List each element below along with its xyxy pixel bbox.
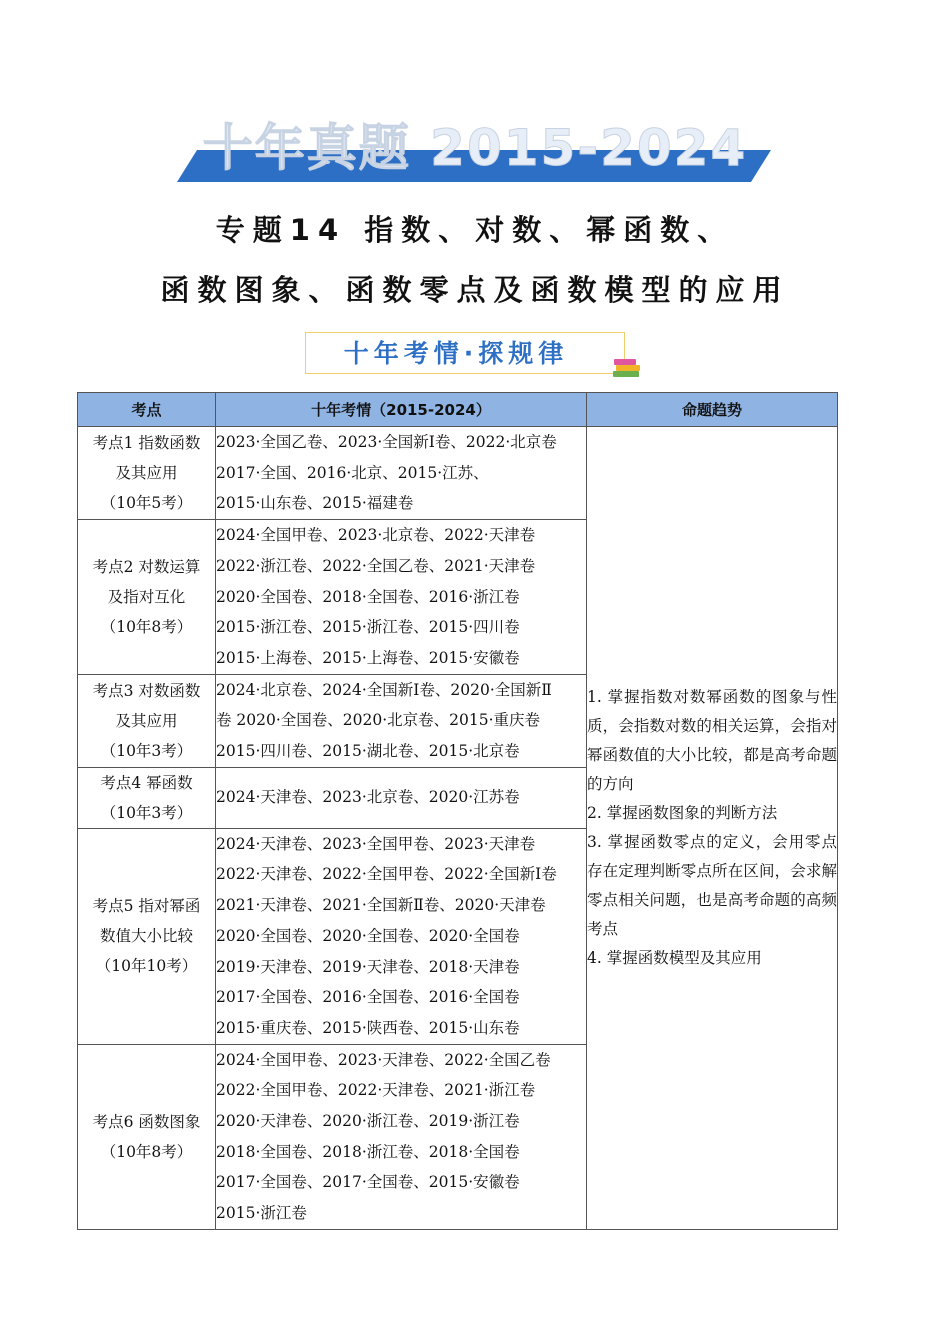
history-line: 2018·全国卷、2018·浙江卷、2018·全国卷 [216, 1142, 520, 1161]
history-line: 2022·天津卷、2022·全国甲卷、2022·全国新Ⅰ卷 [216, 865, 557, 884]
topic-title-line-2: 函数图象、函数零点及函数模型的应用 [160, 273, 790, 307]
history-line: 卷 2020·全国卷、2020·北京卷、2015·重庆卷 [216, 711, 541, 730]
history-line: 2015·浙江卷 [216, 1204, 307, 1223]
topic-text: 考点4 幂函数 [100, 773, 193, 792]
history-line: 2017·全国、2016·北京、2015·江苏、 [216, 463, 489, 482]
history-line: 2017·全国卷、2017·全国卷、2015·安徽卷 [216, 1173, 520, 1192]
history-line: 2015·四川卷、2015·湖北卷、2015·北京卷 [216, 742, 520, 761]
topic-text: 考点2 对数运算 [92, 557, 201, 576]
history-line: 2024·全国甲卷、2023·北京卷、2022·天津卷 [216, 526, 536, 545]
topic-text: 考点5 指对幂函 [92, 897, 201, 916]
header-topic: 考点 [78, 393, 216, 427]
history-line: 2020·全国卷、2020·全国卷、2020·全国卷 [216, 926, 520, 945]
trend-item: 2. 掌握函数图象的判断方法 [587, 803, 778, 822]
books-icon [610, 355, 644, 381]
history-line: 2015·山东卷、2015·福建卷 [216, 494, 414, 513]
topic-text: 及指对互化 [107, 587, 186, 606]
exam-table [77, 392, 838, 1230]
history-line: 2021·天津卷、2021·全国新Ⅱ卷、2020·天津卷 [216, 896, 546, 915]
topic-count: （10年8考） [100, 1142, 193, 1161]
table-header-row [78, 393, 838, 427]
history-line: 2022·浙江卷、2022·全国乙卷、2021·天津卷 [216, 556, 536, 575]
topic-cell [78, 674, 216, 767]
history-line: 2017·全国卷、2016·全国卷、2016·全国卷 [216, 988, 520, 1007]
history-line: 2022·全国甲卷、2022·天津卷、2021·浙江卷 [216, 1081, 536, 1100]
section-banner-text: 十年考情·探规律 [343, 339, 569, 368]
history-line: 2023·全国乙卷、2023·全国新Ⅰ卷、2022·北京卷 [216, 433, 557, 451]
history-line: 2024·北京卷、2024·全国新Ⅰ卷、2020·全国新Ⅱ [216, 680, 552, 699]
history-line: 2024·全国甲卷、2023·天津卷、2022·全国乙卷 [216, 1050, 551, 1069]
topic-text: 数值大小比较 [99, 927, 193, 946]
history-cell [216, 427, 587, 520]
topic-cell [78, 828, 216, 1044]
topic-text: 考点1 指数函数 [92, 434, 201, 453]
topic-text: 及其应用 [115, 711, 178, 730]
topic-text: 及其应用 [115, 464, 178, 483]
topic-cell [78, 427, 216, 520]
history-cell [216, 1044, 587, 1229]
history-cell [216, 674, 587, 767]
topic-cell [78, 520, 216, 675]
header-trend: 命题趋势 [587, 393, 838, 427]
topic-count: （10年3考） [100, 803, 193, 822]
header-history: 十年考情（2015-2024） [216, 393, 587, 427]
history-cell [216, 520, 587, 675]
history-line: 2024·天津卷、2023·北京卷、2020·江苏卷 [216, 788, 520, 807]
history-line: 2020·天津卷、2020·浙江卷、2019·浙江卷 [216, 1112, 520, 1131]
topic-cell [78, 767, 216, 828]
banner [175, 118, 775, 186]
topic-title-line-1: 专题14 指数、对数、幂函数、 [215, 213, 735, 247]
history-cell [216, 767, 587, 828]
history-line: 2024·天津卷、2023·全国甲卷、2023·天津卷 [216, 834, 536, 853]
topic-count: （10年5考） [100, 494, 193, 513]
topic-text: 考点6 函数图象 [92, 1112, 201, 1131]
history-cell [216, 828, 587, 1044]
history-line: 2015·上海卷、2015·上海卷、2015·安徽卷 [216, 648, 520, 667]
topic-text: 考点3 对数函数 [92, 681, 201, 700]
history-line: 2019·天津卷、2019·天津卷、2018·天津卷 [216, 957, 520, 976]
section-banner [305, 332, 625, 374]
history-line: 2015·浙江卷、2015·浙江卷、2015·四川卷 [216, 618, 520, 637]
topic-count: （10年10考） [95, 957, 198, 976]
trend-item: 3. 掌握函数零点的定义，会用零点存在定理判断零点所在区间，会求解零点相关问题，也是高考命题的高频考点 [587, 832, 837, 938]
banner-title: 十年真题 2015-2024 [202, 119, 748, 177]
table-row [78, 427, 838, 520]
topic-count: （10年3考） [100, 741, 193, 760]
trend-cell [587, 427, 838, 1230]
history-line: 2020·全国卷、2018·全国卷、2016·浙江卷 [216, 587, 520, 606]
topic-count: （10年8考） [100, 617, 193, 636]
history-line: 2015·重庆卷、2015·陕西卷、2015·山东卷 [216, 1018, 520, 1037]
topic-cell [78, 1044, 216, 1229]
trend-item: 1. 掌握指数对数幂函数的图象与性质，会指数对数的相关运算，会指对幂函数值的大小比较，都是高考命题的方向 [587, 687, 837, 793]
trend-item: 4. 掌握函数模型及其应用 [587, 948, 762, 967]
banner-graphic [175, 118, 775, 186]
